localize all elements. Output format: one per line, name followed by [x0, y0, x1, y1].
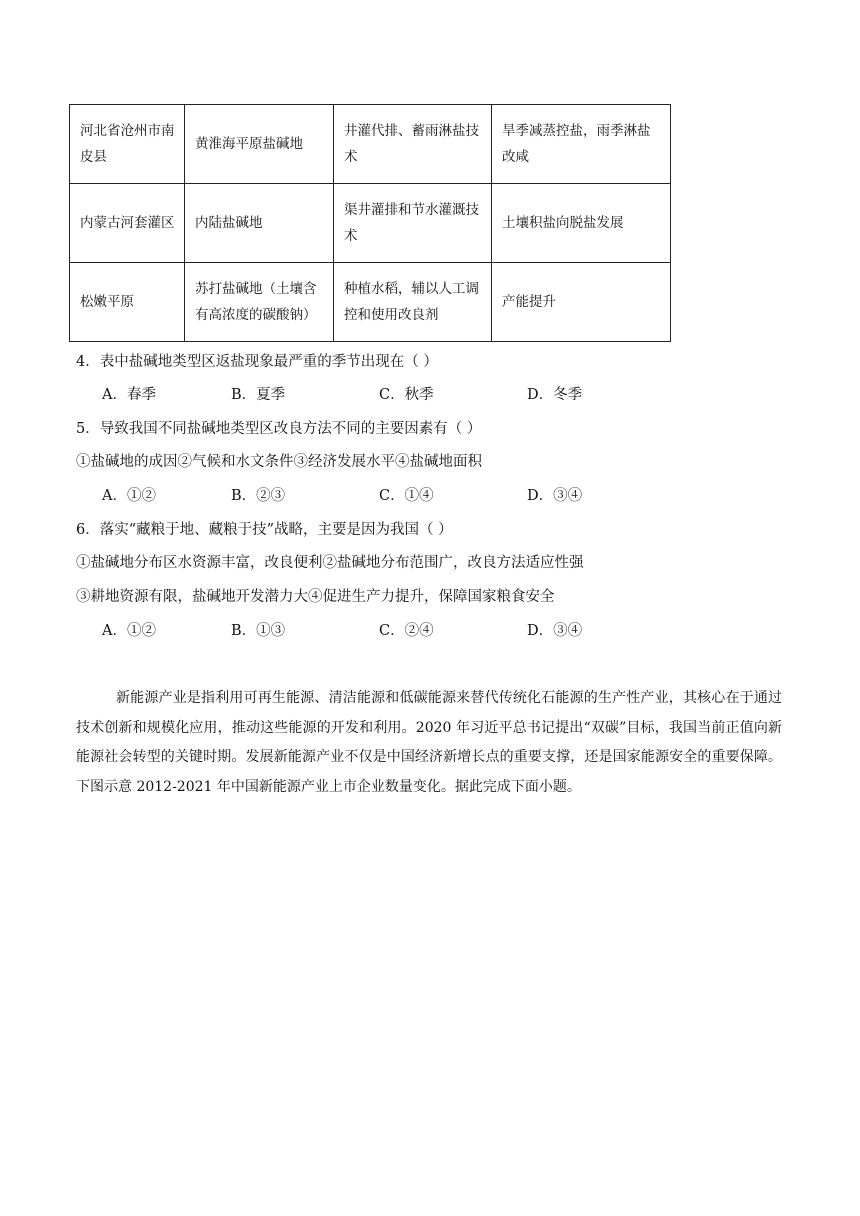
table-row [70, 105, 671, 184]
option-c[interactable]: C．秋季 [379, 387, 434, 403]
question-6-stem: 6．落实“藏粮于地、藏粮于技”战略，主要是因为我国（ ） [76, 522, 453, 538]
option-b[interactable]: B．夏季 [231, 387, 286, 403]
option-b[interactable]: B．①③ [231, 623, 286, 639]
table-cell-region: 内蒙古河套灌区 [70, 184, 185, 263]
reading-passage: 新能源产业是指利用可再生能源、清洁能源和低碳能源来替代传统化石能源的生产性产业，其核心在于通过技术创新和规模化应用，推动这些能源的开发和利用。2020 年习近平总书记提出“双碳”目标，我国当前正值向新能源社会转型的关键时期。发展新能源产业不仅是中国经济新增长点的重要支撑，还是国家能源安全的重要保障。下图示意 2012-2021 年中国新能源产业上市企业数量变化。据此完成下面小题。 [76, 690, 782, 795]
table-cell-effect: 产能提升 [492, 263, 671, 342]
question-6-statement-2: ③耕地资源有限，盐碱地开发潜力大④促进生产力提升，保障国家粮食安全 [76, 589, 555, 605]
option-d[interactable]: D．③④ [527, 488, 583, 504]
question-4-stem: 4．表中盐碱地类型区返盐现象最严重的季节出现在（ ） [76, 354, 438, 370]
option-a[interactable]: A．①② [102, 488, 156, 504]
table-row [70, 184, 671, 263]
question-5-statements: ①盐碱地的成因②气候和水文条件③经济发展水平④盐碱地面积 [76, 454, 482, 470]
table-cell-method: 渠井灌排和节水灌溉技术 [334, 184, 492, 263]
option-c[interactable]: C．②④ [379, 623, 434, 639]
table-cell-effect: 旱季减蒸控盐，雨季淋盐改咸 [492, 105, 671, 184]
option-a[interactable]: A．①② [102, 623, 156, 639]
question-6-statement-1: ①盐碱地分布区水资源丰富，改良便利②盐碱地分布范围广，改良方法适应性强 [76, 555, 584, 571]
option-a[interactable]: A．春季 [102, 387, 156, 403]
table-cell-region: 松嫩平原 [70, 263, 185, 342]
option-c[interactable]: C．①④ [379, 488, 434, 504]
table-cell-type: 黄淮海平原盐碱地 [185, 105, 334, 184]
table-cell-method: 井灌代排、蓄雨淋盐技术 [334, 105, 492, 184]
table-cell-region: 河北省沧州市南皮县 [70, 105, 185, 184]
option-b[interactable]: B．②③ [231, 488, 286, 504]
table-cell-method: 种植水稻，辅以人工调控和使用改良剂 [334, 263, 492, 342]
table-cell-type: 苏打盐碱地（土壤含有高浓度的碳酸钠） [185, 263, 334, 342]
option-d[interactable]: D．③④ [527, 623, 583, 639]
table-cell-effect: 土壤积盐向脱盐发展 [492, 184, 671, 263]
saline-land-table [69, 104, 671, 342]
question-5-stem: 5．导致我国不同盐碱地类型区改良方法不同的主要因素有（ ） [76, 421, 482, 437]
table-row [70, 263, 671, 342]
table-cell-type: 内陆盐碱地 [185, 184, 334, 263]
option-d[interactable]: D．冬季 [527, 387, 583, 403]
